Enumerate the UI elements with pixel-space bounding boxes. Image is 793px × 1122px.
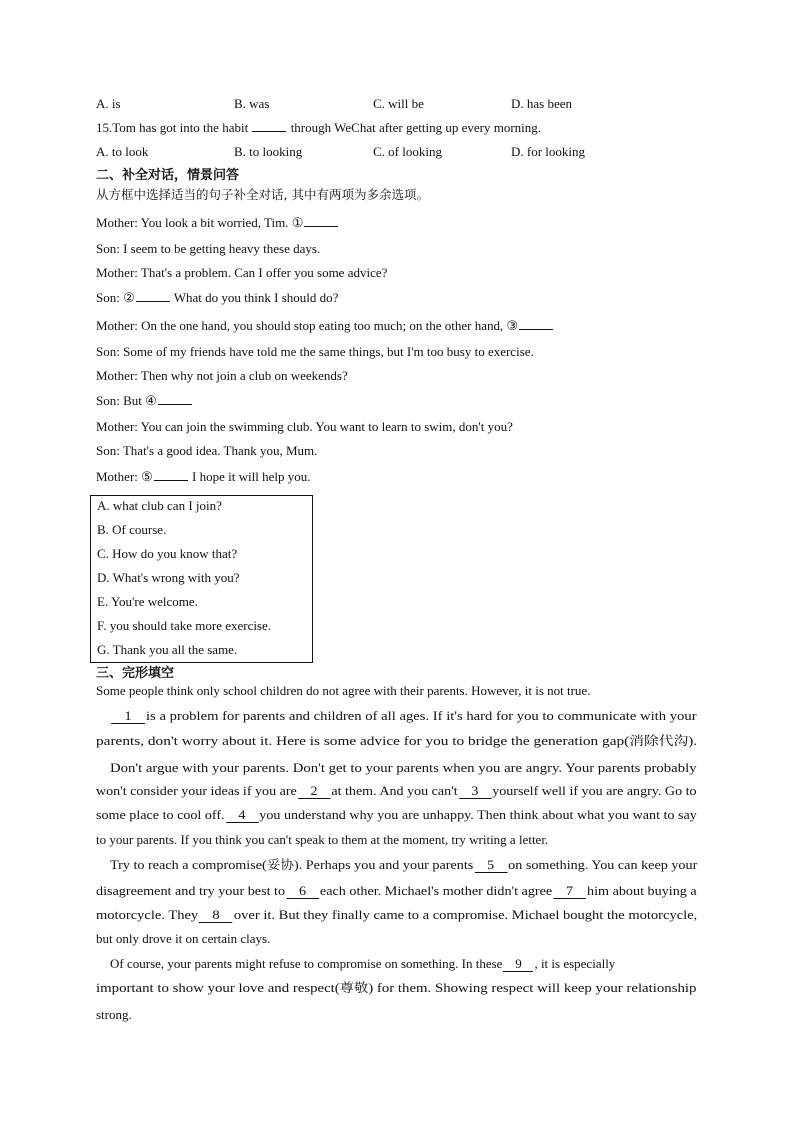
cloze-blank-2[interactable]: 2	[298, 784, 330, 799]
q15-stem-before: 15.Tom has got into the habit	[96, 120, 249, 135]
cloze-text: won't consider your ideas if you are	[96, 783, 297, 798]
cloze-text: , it is especially	[534, 956, 616, 971]
cloze-text: parents, don't worry about it. Here is some advice for you to bridge the generation gap(	[96, 733, 630, 748]
cloze-blank-9[interactable]: 9	[503, 957, 533, 972]
section3-title: 三、完形填空	[96, 666, 175, 681]
q15-stem-after: through WeChat after getting up every morning.	[290, 120, 542, 135]
dialogue-text: What do you think I should do?	[173, 290, 339, 305]
cloze-gloss: 妥协	[266, 857, 294, 872]
cloze-text: motorcycle. They	[96, 907, 199, 922]
choice-f: F. you should take more exercise.	[97, 618, 272, 633]
cloze-line	[96, 931, 270, 947]
cloze-gloss: 消除代沟	[629, 733, 689, 748]
choice-a: A. what club can I join?	[97, 498, 222, 513]
choices-box	[90, 495, 313, 663]
q14-option-c: C. will be	[373, 96, 424, 111]
cloze-text: important to show your love and respect(	[96, 980, 340, 995]
cloze-text: him about buying a	[587, 883, 697, 898]
cloze-line	[96, 980, 696, 996]
dialogue-text: Mother: Then why not join a club on weekends?	[96, 368, 348, 383]
q15-answer-blank[interactable]	[252, 131, 286, 132]
dialogue-line	[96, 368, 348, 384]
dialogue-text: Son: ②	[96, 290, 135, 305]
cloze-text: to your parents. If you think you can't speak to them at the moment, try writing a letter.	[96, 832, 549, 847]
dialogue-text: Mother: You look a bit worried, Tim. ①	[96, 215, 304, 230]
cloze-text: some place to cool off.	[96, 807, 225, 822]
dialogue-text: Son: I seem to be getting heavy these days.	[96, 241, 321, 256]
q14-option-d: D. has been	[511, 96, 573, 111]
dialogue-line	[96, 344, 534, 360]
cloze-text: at them. And you can't	[331, 783, 458, 798]
dialogue-line	[96, 290, 338, 306]
choice-g: G. Thank you all the same.	[97, 642, 238, 657]
cloze-blank-4[interactable]: 4	[226, 808, 259, 823]
cloze-text: Of course, your parents might refuse to compromise on something. In these	[110, 956, 503, 971]
cloze-line	[96, 783, 697, 799]
dialogue-line	[96, 469, 310, 485]
cloze-text: strong.	[96, 1007, 132, 1022]
cloze-line	[110, 708, 697, 724]
cloze-line	[96, 807, 697, 823]
cloze-line	[96, 683, 590, 699]
dialogue-text: Son: Some of my friends have told me the same things, but I'm too busy to exercise.	[96, 344, 534, 359]
dialogue-line	[96, 419, 513, 435]
q14-option-a: A. is	[96, 96, 121, 111]
cloze-text: you understand why you are unhappy. Then think about what you want to say	[259, 807, 697, 822]
cloze-line	[96, 907, 697, 923]
cloze-text: disagreement and try your best to	[96, 883, 286, 898]
cloze-text: Some people think only school children do not agree with their parents. However, it is not true.	[96, 683, 591, 698]
dialogue-blank-5[interactable]	[154, 480, 188, 481]
cloze-blank-7[interactable]: 7	[553, 884, 586, 899]
section2-instruction: 从方框中选择适当的句子补全对话, 其中有两项为多余选项。	[96, 187, 429, 202]
cloze-gloss: 尊敬	[339, 980, 369, 995]
cloze-text: ) for them. Showing respect will keep your relationship	[368, 980, 697, 995]
cloze-text: Don't argue with your parents. Don't get to your parents when you are angry. Your parents probably	[110, 760, 697, 775]
q15-stem	[96, 120, 541, 136]
choice-d: D. What's wrong with you?	[97, 570, 240, 585]
cloze-text: yourself well if you are angry. Go to	[492, 783, 697, 798]
dialogue-line	[96, 265, 387, 281]
q15-option-a: A. to look	[96, 144, 149, 159]
cloze-blank-8[interactable]: 8	[199, 908, 233, 923]
dialogue-blank-1[interactable]	[304, 226, 338, 227]
choice-e: E. You're welcome.	[97, 594, 198, 609]
dialogue-text: Mother: That's a problem. Can I offer you some advice?	[96, 265, 388, 280]
dialogue-text: Mother: ⑤	[96, 469, 153, 484]
cloze-text: on something. You can keep your	[508, 857, 698, 872]
dialogue-text: Son: That's a good idea. Thank you, Mum.	[96, 443, 318, 458]
cloze-line	[110, 760, 697, 776]
cloze-line	[96, 1007, 132, 1023]
cloze-text: Try to reach a compromise(	[110, 857, 267, 872]
cloze-text: but only drove it on certain clays.	[96, 931, 271, 946]
q14-option-b: B. was	[234, 96, 270, 111]
q15-option-b: B. to looking	[234, 144, 303, 159]
cloze-blank-3[interactable]: 3	[459, 784, 491, 799]
dialogue-blank-2[interactable]	[136, 301, 170, 302]
dialogue-line	[96, 393, 193, 409]
cloze-blank-6[interactable]: 6	[286, 884, 319, 899]
cloze-text: over it. But they finally came to a compromise. Michael bought the motorcycle,	[233, 907, 698, 922]
dialogue-line	[96, 318, 554, 334]
cloze-line	[110, 956, 615, 972]
cloze-text: is a problem for parents and children of all ages. If it's hard for you to communicate with your	[146, 708, 697, 723]
cloze-blank-1[interactable]: 1	[111, 709, 145, 724]
cloze-line	[96, 832, 548, 848]
cloze-text: ). Perhaps you and your parents	[293, 857, 474, 872]
cloze-line	[96, 883, 697, 899]
cloze-line	[110, 857, 697, 873]
dialogue-text: Mother: You can join the swimming club. You want to learn to swim, don't you?	[96, 419, 513, 434]
dialogue-blank-4[interactable]	[158, 404, 192, 405]
cloze-text: ).	[688, 733, 698, 748]
dialogue-blank-3[interactable]	[519, 329, 553, 330]
q15-option-d: D. for looking	[511, 144, 586, 159]
dialogue-text: I hope it will help you.	[192, 469, 311, 484]
cloze-blank-5[interactable]: 5	[474, 858, 507, 873]
dialogue-text: Mother: On the one hand, you should stop eating too much; on the other hand, ③	[96, 318, 519, 333]
dialogue-text: Son: But ④	[96, 393, 157, 408]
choice-c: C. How do you know that?	[97, 546, 238, 561]
cloze-text: each other. Michael's mother didn't agree	[319, 883, 553, 898]
section2-title: 二、补全对话，情景问答	[96, 168, 240, 183]
choice-b: B. Of course.	[97, 522, 167, 537]
q15-option-c: C. of looking	[373, 144, 442, 159]
cloze-line	[96, 733, 697, 749]
dialogue-line	[96, 215, 339, 231]
dialogue-line	[96, 241, 320, 257]
dialogue-line	[96, 443, 317, 459]
